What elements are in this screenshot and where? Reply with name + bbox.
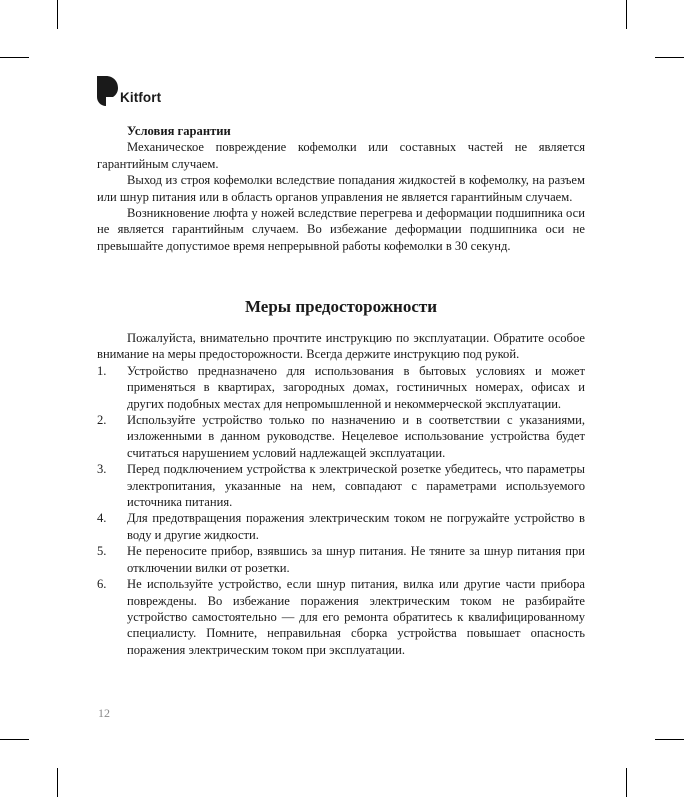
crop-mark-bottom-left-horizontal: [0, 739, 29, 740]
warranty-paragraph: Механическое повреждение кофемолки или составных частей не является гарантийным случаем.: [97, 140, 585, 171]
page-number: 12: [98, 706, 110, 720]
crop-mark-top-left-horizontal: [0, 57, 29, 58]
list-item: [97, 576, 585, 658]
list-item-number: 1.: [97, 363, 107, 378]
warranty-paragraph: Возникновение люфта у ножей вследствие перегрева и деформации подшипника оси не является гарантийным случаем. Во избежание деформации подшипника оси не превышайте допустимое время непрерывной работы кофемолки в 30 секунд.: [97, 206, 585, 253]
kitfort-logo-icon: [97, 76, 119, 106]
precautions-intro: Пожалуйста, внимательно прочтите инструкцию по эксплуатации. Обратите особое внимание на меры предосторожности. Всегда держите инструкцию под рукой.: [97, 331, 585, 362]
list-item-text: Устройство предназначено для использования в бытовых условиях и может применяться в квартирах, загородных домах, гостиничных номерах, офисах и других подобных местах для непромышленной и некоммерческой эксплуатации.: [127, 363, 585, 411]
crop-mark-bottom-right-vertical: [626, 768, 627, 797]
crop-mark-bottom-left-vertical: [57, 768, 58, 797]
list-item-text: Не переносите прибор, взявшись за шнур питания. Не тяните за шнур питания при отключении вилки от розетки.: [127, 544, 585, 575]
list-item-text: Перед подключением устройства к электрической розетке убедитесь, что параметры электропитания, указанные на нем, совпадают с параметрами используемого источника питания.: [127, 462, 585, 510]
list-item-number: 2.: [97, 413, 107, 428]
list-item: [97, 461, 585, 510]
crop-mark-top-left-vertical: [57, 0, 58, 29]
list-item-text: Используйте устройство только по назначению и в соответствии с указаниями, изложенными в данном руководстве. Нецелевое использование устройства будет считаться нарушением условий надлежащей эксплуатации.: [127, 413, 585, 460]
list-item: [97, 363, 585, 412]
list-item-text: Не используйте устройство, если шнур питания, вилка или другие части прибора повреждены. Во избежание поражения электрическим током не разбирайте устройство самостоятельно — для его ремонта обратитесь к квалифицированному специалисту. Помните, неправильная сборка устройства повышает опасность поражения электрическим током при эксплуатации.: [127, 577, 585, 657]
brand-name: Kitfort: [120, 90, 162, 105]
precautions-list: [97, 363, 585, 658]
crop-mark-bottom-right-horizontal: [655, 739, 684, 740]
list-item-number: 6.: [97, 577, 107, 592]
precautions-title: Меры предосторожности: [244, 297, 438, 316]
crop-mark-top-right-vertical: [626, 0, 627, 29]
list-item-number: 5.: [97, 544, 107, 559]
precautions-section: [97, 330, 585, 658]
list-item: [97, 543, 585, 576]
warranty-paragraph: Выход из строя кофемолки вследствие попадания жидкостей в кофемолку, на разъем или шнур питания или в область органов управления не является гарантийным случаем.: [97, 173, 585, 204]
warranty-title: Условия гарантии: [127, 124, 231, 138]
list-item-number: 4.: [97, 511, 107, 526]
crop-mark-top-right-horizontal: [655, 57, 684, 58]
list-item: [97, 412, 585, 461]
warranty-section: [97, 123, 585, 254]
list-item: [97, 510, 585, 543]
brand-logo: [97, 76, 161, 106]
list-item-text: Для предотвращения поражения электрическим током не погружайте устройство в воду и другие жидкости.: [127, 511, 585, 542]
list-item-number: 3.: [97, 462, 107, 477]
